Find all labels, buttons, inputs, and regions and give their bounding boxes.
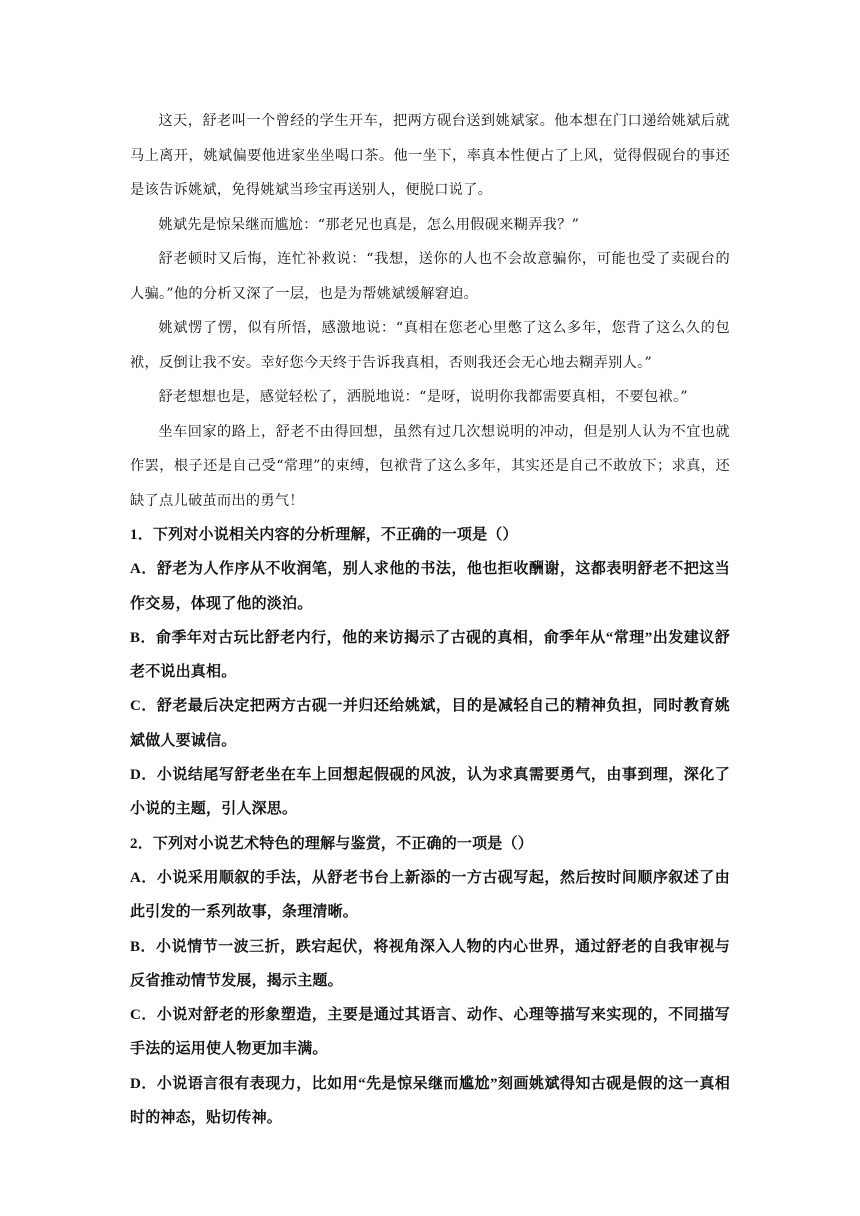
option-d (130, 758, 730, 827)
option-letter: C． (130, 698, 157, 715)
option-letter: D． (130, 1075, 157, 1092)
option-c (130, 998, 730, 1067)
option-text: 小说结尾写舒老坐在车上回想起假砚的风波，认为求真需要勇气，由事到理，深化了小说的主题，引人深思。 (130, 767, 731, 818)
story-paragraph: 姚斌愣了愣，似有所悟，感激地说：“真相在您老心里憋了这么多年，您背了这么久的包袱，反倒让我不安。幸好您今天终于告诉我真相，否则我还会无心地去糊弄别人。” (130, 320, 730, 371)
story-excerpt (130, 104, 730, 518)
option-b (130, 930, 730, 999)
option-d (130, 1067, 730, 1136)
question-stem: 1．下列对小说相关内容的分析理解，不正确的一项是（） (130, 527, 518, 543)
story-paragraph: 姚斌先是惊呆继而尴尬：“那老兄也真是，怎么用假砚来糊弄我？” (158, 216, 580, 233)
option-b (130, 621, 730, 690)
question-list (130, 518, 730, 1135)
option-text: 小说对舒老的形象塑造，主要是通过其语言、动作、心理等描写来实现的，不同描写手法的运用使人物更加丰满。 (130, 1007, 731, 1058)
story-paragraph: 坐车回家的路上，舒老不由得回想，虽然有过几次想说明的冲动，但是别人认为不宜也就作罢，根子还是自己受“常理”的束缚，包袱背了这么多年，其实还是自己不敢放下；求真，还缺了点儿破茧而出的勇气！ (130, 423, 730, 509)
option-text: 俞季年对古玩比舒老内行，他的来访揭示了古砚的真相，俞季年从“常理”出发建议舒老不说出真相。 (130, 629, 731, 681)
option-letter: A． (130, 561, 157, 578)
option-c (130, 689, 730, 758)
question-1 (130, 518, 730, 827)
question-stem: 2．下列对小说艺术特色的理解与鉴赏，不正确的一项是（） (130, 835, 533, 852)
option-text: 舒老为人作序从不收润笔，别人求他的书法，他也拒收酬谢，这都表明舒老不把这当作交易，体现了他的淡泊。 (130, 561, 731, 612)
option-text: 小说情节一波三折，跌宕起伏，将视角深入人物的内心世界，通过舒老的自我审视与反省推动情节发展，揭示主题。 (130, 938, 730, 989)
option-text: 小说采用顺叙的手法，从舒老书台上新添的一方古砚写起，然后按时间顺序叙述了由此引发的一系列故事，条理清晰。 (130, 869, 731, 921)
story-paragraph: 舒老想想也是，感觉轻松了，洒脱地说：“是呀，说明你我都需要真相，不要包袱。” (158, 389, 688, 405)
question-2 (130, 827, 730, 1136)
story-paragraph: 舒老顿时又后悔，连忙补救说：“我想，送你的人也不会故意骗你，可能也受了卖砚台的人骗。”他的分析又深了一层，也是为帮姚斌缓解窘迫。 (130, 251, 730, 302)
option-a (130, 552, 730, 621)
option-letter: A． (130, 869, 157, 886)
option-letter: C． (130, 1007, 157, 1024)
option-letter: D． (130, 767, 157, 784)
option-text: 小说语言很有表现力，比如用“先是惊呆继而尴尬”刻画姚斌得知古砚是假的这一真相时的神态，贴切传神。 (130, 1075, 731, 1127)
document-page (130, 104, 730, 1135)
option-letter: B． (130, 938, 157, 955)
option-letter: B． (130, 629, 157, 646)
option-text: 舒老最后决定把两方古砚一并归还给姚斌，目的是减轻自己的精神负担，同时教育姚斌做人要诚信。 (130, 698, 731, 749)
option-a (130, 861, 730, 930)
story-paragraph: 这天，舒老叫一个曾经的学生开车，把两方砚台送到姚斌家。他本想在门口递给姚斌后就马上离开，姚斌偏要他进家坐坐喝口茶。他一坐下，率真本性便占了上风，觉得假砚台的事还是该告诉姚斌，免得姚斌当珍宝再送别人，便脱口说了。 (130, 113, 730, 198)
